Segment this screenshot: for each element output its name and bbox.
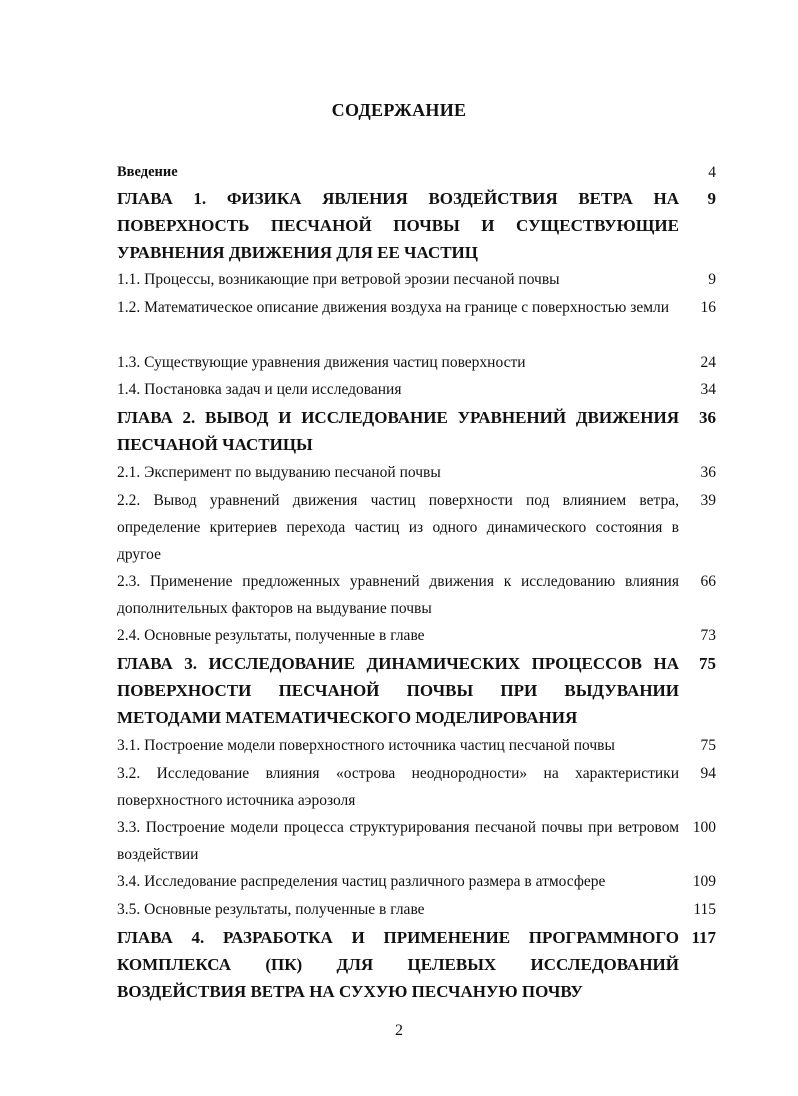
toc-entry-text: 3.3. Построение модели процесса структурирования песчаной почвы при ветровом воздействии <box>117 819 679 863</box>
toc-entry-page: 39 <box>700 492 716 509</box>
page-number: 2 <box>395 1022 403 1039</box>
toc-entry-page: 16 <box>700 299 716 316</box>
toc-entry-text: Введение <box>117 164 178 180</box>
toc-entry-text: 1.3. Существующие уравнения движения частиц поверхности <box>117 354 526 371</box>
toc-entry-page: 66 <box>700 573 716 590</box>
toc-entry-page: 117 <box>691 928 716 947</box>
toc-entry-text: ГЛАВА 2. ВЫВОД И ИССЛЕДОВАНИЕ УРАВНЕНИЙ ДВИЖЕНИЯ ПЕСЧАНОЙ ЧАСТИЦЫ <box>117 408 679 454</box>
toc-entry-page: 36 <box>700 464 716 481</box>
toc-entry-page: 94 <box>700 765 716 782</box>
toc-entry-text: 3.5. Основные результаты, полученные в главе <box>117 901 425 918</box>
toc-entry-text: 2.3. Применение предложенных уравнений движения к исследованию влияния дополнительных факторов на выдувание почвы <box>117 573 679 617</box>
toc-entry-page: 75 <box>700 737 716 754</box>
toc-entry-page: 9 <box>708 271 716 288</box>
toc-entry-page: 36 <box>699 408 716 427</box>
toc-entry-page: 9 <box>707 189 716 208</box>
page-title: СОДЕРЖАНИЕ <box>331 100 467 120</box>
toc-entry-page: 73 <box>700 627 716 644</box>
toc-entry-page: 109 <box>692 873 716 890</box>
toc-entry-text: ГЛАВА 1. ФИЗИКА ЯВЛЕНИЯ ВОЗДЕЙСТВИЯ ВЕТРА НА ПОВЕРХНОСТЬ ПЕСЧАНОЙ ПОЧВЫ И СУЩЕСТВУЮЩИЕ УРАВНЕНИЯ ДВИЖЕНИЯ ДЛЯ ЕЕ ЧАСТИЦ <box>117 189 679 262</box>
toc-entry-page: 100 <box>692 819 716 836</box>
toc-entry-text: 2.2. Вывод уравнений движения частиц поверхности под влиянием ветра, определение критериев перехода частиц из одного динамического состояния в другое <box>117 492 679 563</box>
toc-entry-text: ГЛАВА 3. ИССЛЕДОВАНИЕ ДИНАМИЧЕСКИХ ПРОЦЕССОВ НА ПОВЕРХНОСТИ ПЕСЧАНОЙ ПОЧВЫ ПРИ ВЫДУВАНИИ МЕТОДАМИ МАТЕМАТИЧЕСКОГО МОДЕЛИРОВАНИЯ <box>117 654 679 727</box>
toc-entry-page: 4 <box>708 164 716 181</box>
toc-entry-page: 75 <box>699 654 716 673</box>
toc-entry-text: 1.4. Постановка задач и цели исследования <box>117 381 402 398</box>
toc-entry-text: 3.4. Исследование распределения частиц различного размера в атмосфере <box>117 873 606 890</box>
toc-entry-text: 2.4. Основные результаты, полученные в главе <box>117 627 425 644</box>
toc-entry-text: 1.2. Математическое описание движения воздуха на границе с поверхностью земли <box>117 299 670 316</box>
toc-entry-text: 2.1. Эксперимент по выдуванию песчаной почвы <box>117 464 441 481</box>
toc-entry-text: 3.1. Построение модели поверхностного источника частиц песчаной почвы <box>117 737 615 754</box>
toc-entry-page: 115 <box>693 901 716 918</box>
toc-entry-page: 24 <box>700 354 716 371</box>
toc-entry-text: ГЛАВА 4. РАЗРАБОТКА И ПРИМЕНЕНИЕ ПРОГРАММНОГО КОМПЛЕКСА (ПК) ДЛЯ ЦЕЛЕВЫХ ИССЛЕДОВАНИЙ ВОЗДЕЙСТВИЯ ВЕТРА НА СУХУЮ ПЕСЧАНУЮ ПОЧВУ <box>117 928 679 1001</box>
toc-entry-text: 1.1. Процессы, возникающие при ветровой эрозии песчаной почвы <box>117 271 560 288</box>
toc-entry-page: 34 <box>700 381 716 398</box>
toc-entry-text: 3.2. Исследование влияния «острова неоднородности» на характеристики поверхностного источника аэрозоля <box>117 765 679 809</box>
